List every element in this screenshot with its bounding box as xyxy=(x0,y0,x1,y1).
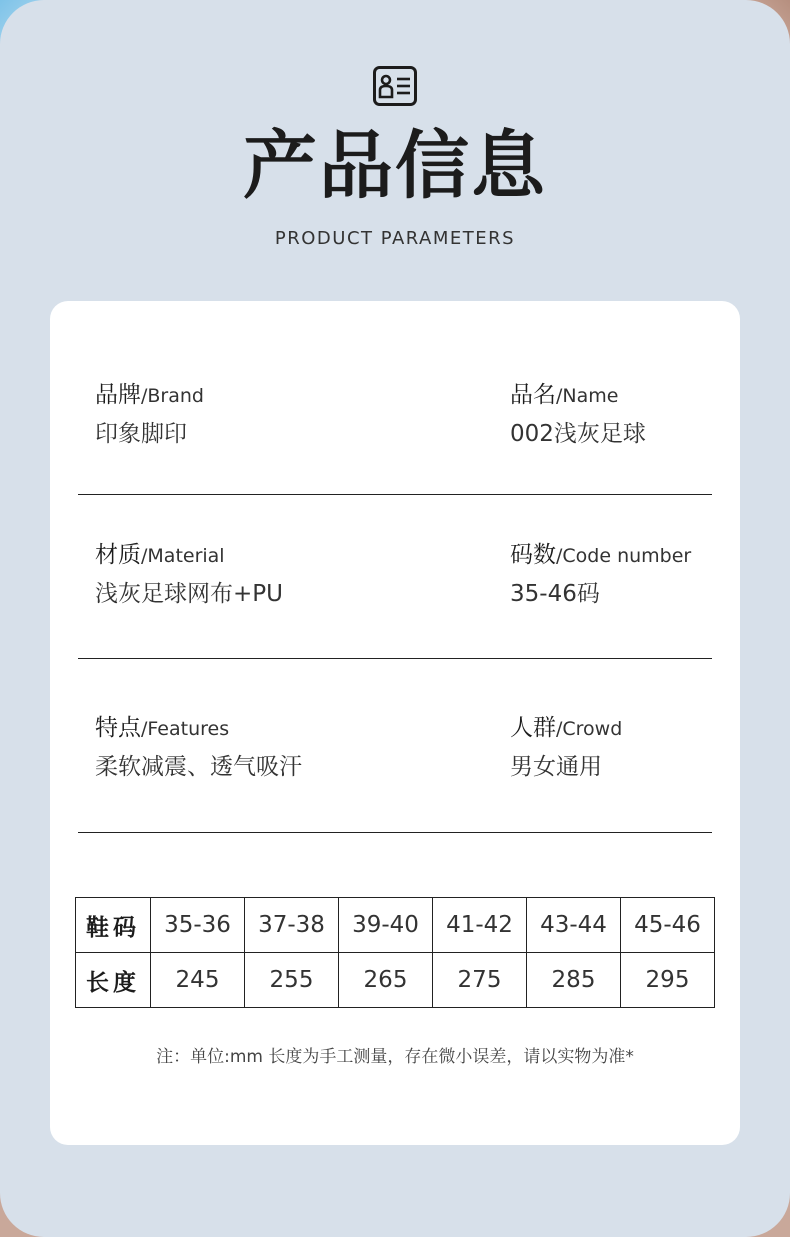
divider xyxy=(78,658,712,659)
info-card xyxy=(50,301,740,1145)
table-cell: 255 xyxy=(245,953,339,1008)
field-value: 印象脚印 xyxy=(95,421,187,447)
size-table xyxy=(75,897,715,1008)
table-row xyxy=(76,898,715,953)
table-cell: 37-38 xyxy=(245,898,339,953)
field-features xyxy=(95,713,355,782)
table-cell: 265 xyxy=(339,953,433,1008)
page-title: 产品信息 xyxy=(243,123,547,209)
field-label-en: /Features xyxy=(141,718,230,740)
field-brand xyxy=(95,380,355,449)
id-card-icon xyxy=(373,66,417,106)
table-row xyxy=(76,953,715,1008)
field-label: 特点 xyxy=(95,715,141,741)
table-cell: 39-40 xyxy=(339,898,433,953)
field-label-en: /Material xyxy=(141,545,225,567)
table-cell: 45-46 xyxy=(621,898,715,953)
table-cell: 245 xyxy=(151,953,245,1008)
table-cell: 275 xyxy=(433,953,527,1008)
row-header: 鞋码 xyxy=(76,898,151,953)
field-value: 男女通用 xyxy=(510,754,602,780)
field-name xyxy=(510,380,770,449)
field-label-en: /Name xyxy=(556,385,619,407)
field-label-en: /Brand xyxy=(141,385,204,407)
field-crowd xyxy=(510,713,770,782)
divider xyxy=(78,494,712,495)
field-label: 品名 xyxy=(510,382,556,408)
table-cell: 35-36 xyxy=(151,898,245,953)
field-label: 码数 xyxy=(510,542,556,568)
field-material xyxy=(95,540,355,609)
field-label-en: /Crowd xyxy=(556,718,623,740)
field-label: 品牌 xyxy=(95,382,141,408)
table-cell: 295 xyxy=(621,953,715,1008)
field-code-number xyxy=(510,540,770,609)
field-label-en: /Code number xyxy=(556,545,692,567)
row-header: 长度 xyxy=(76,953,151,1008)
field-value: 柔软减震、透气吸汗 xyxy=(95,754,302,780)
field-value: 35-46码 xyxy=(510,581,600,607)
field-label: 材质 xyxy=(95,542,141,568)
field-value: 浅灰足球网布+PU xyxy=(95,581,283,607)
page-subtitle: PRODUCT PARAMETERS xyxy=(274,228,516,249)
field-label: 人群 xyxy=(510,715,556,741)
table-cell: 41-42 xyxy=(433,898,527,953)
table-cell: 43-44 xyxy=(527,898,621,953)
table-cell: 285 xyxy=(527,953,621,1008)
measurement-note: 注：单位:mm 长度为手工测量，存在微小误差，请以实物为准* xyxy=(156,1047,634,1067)
field-value: 002浅灰足球 xyxy=(510,421,646,447)
divider xyxy=(78,832,712,833)
